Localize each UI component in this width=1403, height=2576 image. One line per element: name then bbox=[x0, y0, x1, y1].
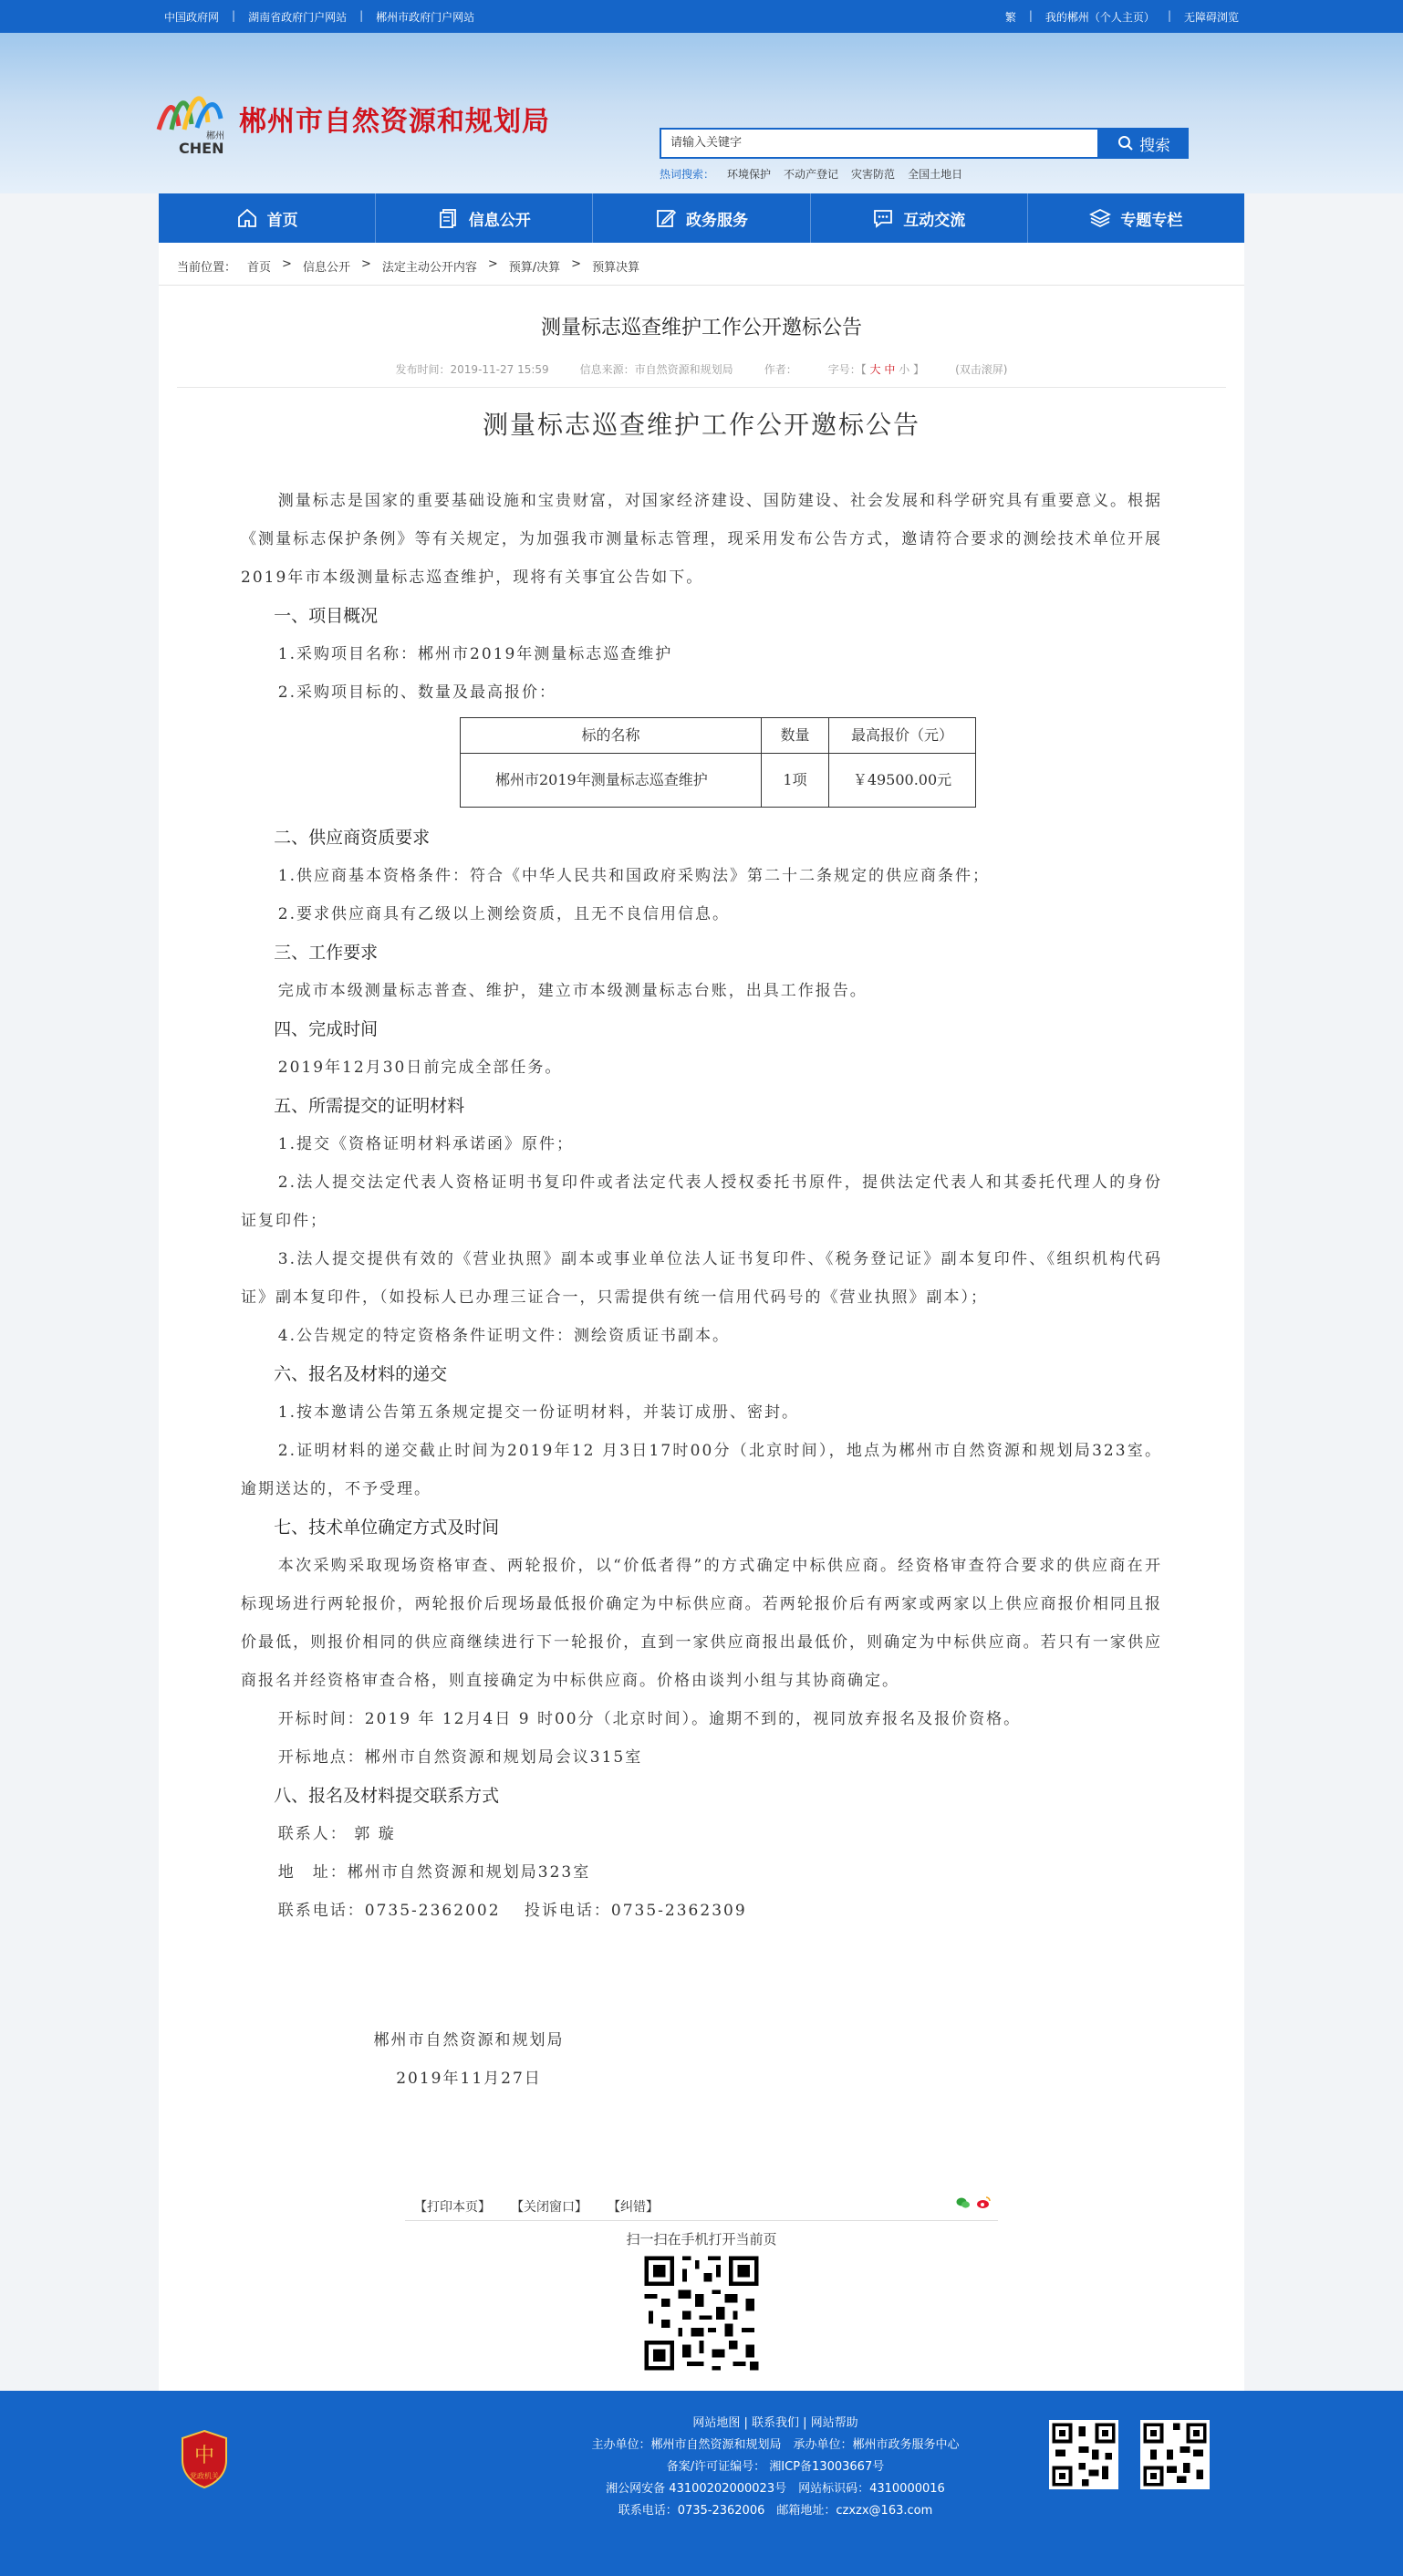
paragraph: 2.法人提交法定代表人资格证明书复印件或者法定代表人授权委托书原件，提供法定代表人和其委托代理人的身份证复印件； bbox=[241, 1173, 1162, 1230]
table-row bbox=[461, 754, 976, 808]
separator: | bbox=[1167, 9, 1171, 22]
close-window-button[interactable]: 【关闭窗口】 bbox=[511, 2200, 587, 2215]
section-heading: 四、完成时间 bbox=[274, 1019, 379, 1039]
paragraph: 2.要求供应商具有乙级以上测绘资质，且无不良信用信息。 bbox=[277, 905, 731, 923]
footer-info bbox=[566, 2413, 985, 2522]
main-nav bbox=[159, 193, 1244, 243]
article-body bbox=[241, 394, 1162, 2098]
nav-interaction[interactable] bbox=[811, 193, 1028, 243]
article-meta bbox=[159, 361, 1244, 377]
separator: | bbox=[232, 9, 236, 22]
qr-code-icon bbox=[640, 2252, 763, 2374]
search-button[interactable] bbox=[1099, 128, 1189, 159]
document-icon bbox=[438, 207, 460, 229]
table-cell: 1项 bbox=[762, 754, 829, 808]
breadcrumb-separator: > bbox=[571, 257, 582, 271]
nav-label: 信息公开 bbox=[468, 211, 531, 230]
section-heading: 二、供应商资质要求 bbox=[274, 828, 431, 848]
header bbox=[0, 33, 1403, 193]
logo-text-small: 郴州 bbox=[206, 131, 224, 141]
footer-contact: 联系电话：0735-2362006 邮箱地址：czxzx@163.com bbox=[618, 2504, 933, 2518]
table-header: 标的名称 bbox=[461, 718, 762, 754]
print-button[interactable]: 【打印本页】 bbox=[414, 2200, 491, 2215]
paragraph: 本次采购采取现场资格审查、两轮报价，以“价低者得”的方式确定中标供应商。经资格审查符合要求的供应商在开标现场进行两轮报价，两轮报价后现场最低报价确定为中标供应商。若两轮报价后有两家或两家以上供应商报价相同且报价最低，则报价相同的供应商继续进行下一轮报价，直到一家供应商报出最低价，则确定为中标供应商。若只有一家供应商报名并经资格审查合格，则直接确定为中标供应商。价格由谈判小组与其协商确定。 bbox=[241, 1557, 1162, 1690]
breadcrumb-label: 当前位置： bbox=[177, 261, 237, 275]
top-bar bbox=[0, 0, 1403, 33]
article-heading: 测量标志巡查维护工作公开邀标公告 bbox=[482, 410, 920, 440]
separator: | bbox=[359, 9, 364, 22]
paragraph: 4.公告规定的特定资格条件证明文件：测绘资质证书副本。 bbox=[277, 1327, 731, 1345]
hot-word[interactable]: 不动产登记 bbox=[784, 168, 839, 181]
weibo-icon[interactable] bbox=[976, 2195, 991, 2210]
paragraph: 完成市本级测量标志普查、维护，建立市本级测量标志台账，出具工作报告。 bbox=[277, 982, 868, 1000]
breadcrumb-separator: > bbox=[360, 257, 371, 271]
section-heading: 五、所需提交的证明材料 bbox=[274, 1096, 465, 1116]
breadcrumb-item[interactable]: 信息公开 bbox=[302, 261, 350, 275]
paragraph: 联系电话：0735-2362002 投诉电话：0735-2362309 bbox=[277, 1902, 747, 1920]
site-title[interactable]: 郴州市自然资源和规划局 bbox=[239, 106, 550, 138]
share-icons bbox=[956, 2195, 991, 2210]
breadcrumb-item[interactable]: 预算决算 bbox=[592, 261, 640, 275]
breadcrumb-item[interactable]: 法定主动公开内容 bbox=[381, 261, 477, 275]
section-heading: 七、技术单位确定方式及时间 bbox=[274, 1517, 500, 1538]
nav-label: 互动交流 bbox=[903, 211, 966, 230]
party-gov-emblem-icon[interactable] bbox=[179, 2429, 230, 2489]
paragraph: 1.提交《资格证明材料承诺函》原件； bbox=[277, 1135, 575, 1153]
wechat-icon[interactable] bbox=[956, 2195, 971, 2210]
link-accessibility[interactable]: 无障碍浏览 bbox=[1183, 11, 1239, 24]
section-heading: 六、报名及材料的递交 bbox=[274, 1364, 448, 1384]
nav-info-public[interactable] bbox=[376, 193, 593, 243]
table-header: 最高报价（元） bbox=[829, 718, 976, 754]
nav-special[interactable] bbox=[1028, 193, 1244, 243]
logo-text: CHEN bbox=[179, 140, 224, 157]
top-links-right bbox=[1005, 9, 1239, 25]
link-hunan-gov[interactable]: 湖南省政府门户网站 bbox=[248, 11, 348, 24]
chat-icon bbox=[872, 207, 894, 229]
paragraph: 1.供应商基本资格条件：符合《中华人民共和国政府采购法》第二十二条规定的供应商条件； bbox=[277, 867, 991, 885]
table-cell: ￥49500.00元 bbox=[829, 754, 976, 808]
table-row bbox=[461, 718, 976, 754]
page-title: 测量标志巡查维护工作公开邀标公告 bbox=[540, 317, 862, 339]
link-chenzhou-gov[interactable]: 郴州市政府门户网站 bbox=[376, 11, 475, 24]
paragraph: 1.按本邀请公告第五条规定提交一份证明材料，并装订成册、密封。 bbox=[277, 1403, 800, 1422]
breadcrumb-item[interactable]: 预算/决算 bbox=[508, 261, 561, 275]
breadcrumb bbox=[177, 257, 639, 275]
font-size-control: 字号：【 大 中 小 】 bbox=[827, 363, 925, 376]
paragraph: 地 址：郴州市自然资源和规划局323室 bbox=[277, 1863, 591, 1882]
font-size-medium[interactable]: 中 bbox=[884, 363, 896, 376]
link-gov-cn[interactable]: 中国政府网 bbox=[164, 11, 220, 24]
divider bbox=[177, 387, 1226, 388]
font-size-label: 字号： bbox=[827, 363, 861, 376]
qr-caption: 扫一扫在手机打开当前页 bbox=[626, 2231, 777, 2247]
paragraph: 开标地点：郴州市自然资源和规划局会议315室 bbox=[277, 1748, 643, 1767]
paragraph: 2.证明材料的递交截止时间为2019年12 月3日17时00分（北京时间），地点为郴州市自然资源和规划局323室。逾期送达的，不予受理。 bbox=[241, 1442, 1162, 1498]
bid-table bbox=[460, 717, 976, 808]
separator: | bbox=[1028, 9, 1033, 22]
paragraph: 1.采购项目名称：郴州市2019年测量标志巡查维护 bbox=[277, 645, 673, 663]
paragraph: 测量标志是国家的重要基础设施和宝贵财富，对国家经济建设、国防建设、社会发展和科学研究具有重要意义。根据《测量标志保护条例》等有关规定，为加强我市测量标志管理，现采用发布公告方式，邀请符合要求的测绘技术单位开展2019年市本级测量标志巡查维护，现将有关事宜公告如下。 bbox=[241, 492, 1162, 587]
footer bbox=[0, 2391, 1403, 2576]
section-heading: 一、项目概况 bbox=[274, 606, 379, 626]
footer-qr-code-icon bbox=[1140, 2420, 1210, 2489]
footer-links[interactable]: 网站地图 | 联系我们 | 网站帮助 bbox=[692, 2416, 858, 2430]
paragraph: 2019年12月30日前完成全部任务。 bbox=[277, 1059, 563, 1077]
chenzhou-logo-icon[interactable] bbox=[151, 82, 234, 159]
breadcrumb-separator: > bbox=[487, 257, 498, 271]
top-links-left bbox=[164, 9, 474, 25]
author: 作者： bbox=[764, 363, 797, 376]
content-card bbox=[159, 243, 1244, 2391]
article-tools bbox=[405, 2188, 998, 2221]
link-traditional[interactable]: 繁 bbox=[1004, 11, 1016, 24]
spacer bbox=[241, 1930, 1162, 2021]
footer-police[interactable]: 湘公网安备 43100202000023号 网站标识码：4310000016 bbox=[606, 2482, 945, 2496]
paragraph: 开标时间：2019 年 12月4日 9 时00分（北京时间）。逾期不到的，视同放弃报名及报价资格。 bbox=[277, 1710, 1022, 1728]
signature-org: 郴州市自然资源和规划局 bbox=[373, 2031, 565, 2049]
breadcrumb-item[interactable]: 首页 bbox=[247, 261, 272, 275]
table-header: 数量 bbox=[762, 718, 829, 754]
section-heading: 八、报名及材料提交联系方式 bbox=[274, 1786, 500, 1806]
footer-icp[interactable]: 备案/许可证编号： 湘ICP备13003667号 bbox=[666, 2460, 885, 2474]
emblem-text: 党政机关 bbox=[190, 2472, 219, 2480]
publish-time: 发布时间：2019-11-27 15:59 bbox=[395, 363, 549, 376]
hot-word[interactable]: 灾害防范 bbox=[851, 168, 896, 181]
layers-icon bbox=[1089, 207, 1111, 229]
font-size-small[interactable]: 小 bbox=[899, 363, 910, 376]
tool-links bbox=[414, 2197, 659, 2216]
font-size-large[interactable]: 大 bbox=[869, 363, 881, 376]
hot-word[interactable]: 全国土地日 bbox=[908, 168, 963, 181]
signature-date: 2019年11月27日 bbox=[396, 2070, 542, 2088]
footer-qr-code-icon bbox=[1049, 2420, 1118, 2489]
breadcrumb-separator: > bbox=[282, 257, 292, 271]
paragraph: 联系人： 郭 璇 bbox=[277, 1825, 396, 1843]
svg-text:中: 中 bbox=[193, 2445, 215, 2467]
hot-words-label: 热词搜索： bbox=[660, 168, 715, 181]
divider bbox=[159, 285, 1244, 286]
hot-word[interactable]: 环境保护 bbox=[727, 168, 772, 181]
correct-button[interactable]: 【纠错】 bbox=[608, 2200, 659, 2215]
nav-label: 首页 bbox=[266, 211, 298, 230]
search-button-label: 搜索 bbox=[1139, 136, 1170, 155]
paragraph: 3.法人提交提供有效的《营业执照》副本或事业单位法人证书复印件、《税务登记证》副本复印件、《组织机构代码证》副本复印件，（如投标人已办理三证合一，只需提供有统一信用代码号的《营业执照》副本）； bbox=[241, 1250, 1162, 1307]
edit-icon bbox=[655, 207, 677, 229]
nav-home[interactable] bbox=[159, 193, 376, 243]
search-icon bbox=[1117, 135, 1134, 151]
search-input[interactable]: 请输入关键字 bbox=[660, 128, 1099, 159]
paragraph: 2.采购项目标的、数量及最高报价： bbox=[277, 683, 557, 702]
info-source: 信息来源：市自然资源和规划局 bbox=[579, 363, 733, 376]
home-icon bbox=[236, 207, 258, 229]
hot-words bbox=[660, 166, 962, 182]
section-heading: 三、工作要求 bbox=[274, 943, 379, 963]
link-my-chenzhou[interactable]: 我的郴州（个人主页） bbox=[1044, 11, 1155, 24]
nav-gov-service[interactable] bbox=[593, 193, 810, 243]
nav-label: 政务服务 bbox=[686, 211, 748, 230]
nav-label: 专题专栏 bbox=[1120, 211, 1183, 230]
table-cell: 郴州市2019年测量标志巡查维护 bbox=[461, 754, 762, 808]
footer-sponsor: 主办单位：郴州市自然资源和规划局 承办单位：郴州市政务服务中心 bbox=[591, 2438, 960, 2452]
double-click-scroll[interactable]: (双击滚屏) bbox=[955, 363, 1008, 376]
